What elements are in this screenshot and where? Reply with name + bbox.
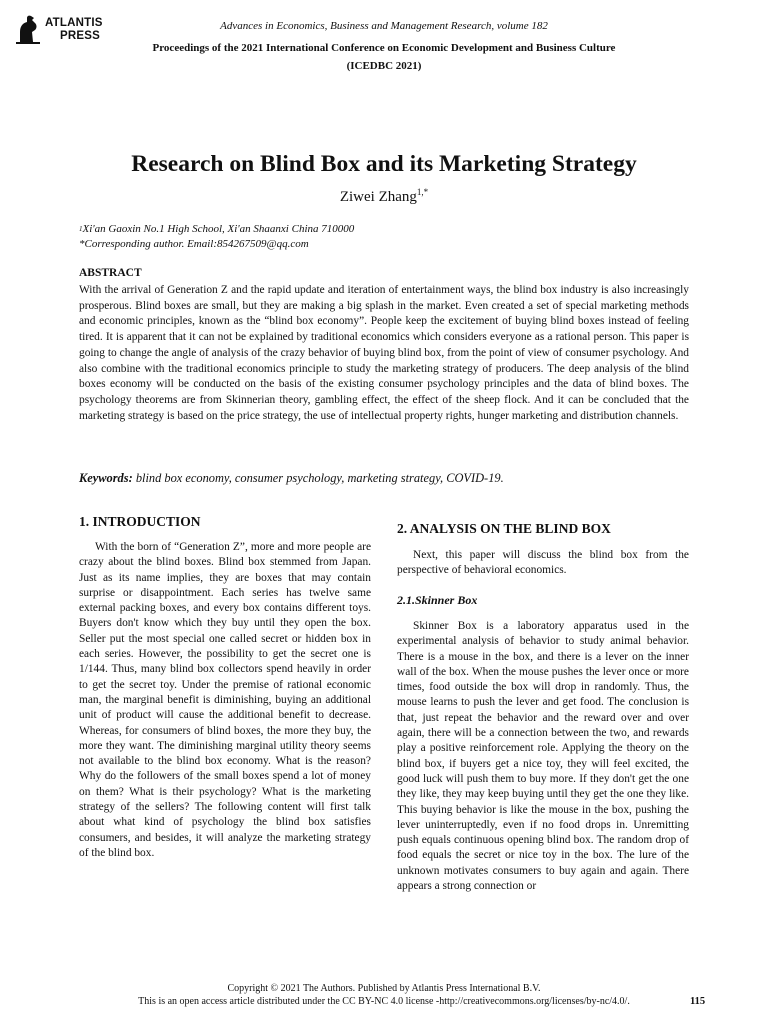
footer-license: This is an open access article distributed under the CC BY-NC 4.0 license -http://creativecommons.org/licenses/by-nc/4.0/.: [138, 996, 630, 1007]
author-marks: 1,*: [416, 187, 429, 197]
author-name: Ziwei Zhang: [339, 189, 417, 205]
atlantis-press-logo-icon: [14, 14, 42, 44]
logo-line-2: PRESS: [60, 30, 100, 42]
section-1-heading: 1. INTRODUCTION: [79, 514, 201, 529]
keywords-line: [79, 471, 689, 486]
page-number: 115: [690, 996, 706, 1007]
section-2-text: Next, this paper will discuss the blind box from the perspective of behavioral economics.: [397, 549, 689, 577]
corresponding-author: *Corresponding author. Email:854267509@qq.com: [79, 238, 309, 250]
section-2-1-text: Skinner Box is a laboratory apparatus used in the experimental analysis of behavior to study animal behavior. There is a mouse in the box, and there is a lever on the inner wall of the box. When the mouse pushes the lever once or more times, food outside the box will drop in randomly. Thus, the mouse learns to push the lever and get food. The conclusion is that, just repeat the behavior and the reward over and over again, there will be a connection between the two, and rewards play a positive reinforcement role. Applying the theory on the blind box, if buyers get a nice toy, they will feel excited, the good luck will push them to buy more. If they don't get the one they like, they may keep buying until they get the one they like. This buying behavior is like the mouse in the box, pushing the lever uninterruptedly, even if no food drops in. Unremitting push equals continuous opening blind box. The random drop of food equals the secret or nice toy in the box. The lure of the unknown motivates consumers to buy again and again. There appears a strong connection or: [397, 620, 689, 893]
affiliation-1-text: Xi'an Gaoxin No.1 High School, Xi'an Shaanxi China 710000: [82, 223, 355, 235]
affiliation-1: [79, 222, 689, 237]
keywords-label: Keywords:: [79, 471, 133, 485]
abstract-text: With the arrival of Generation Z and the rapid update and iteration of entertainment ways, the blind box industry is also increasingly prosperous. Blind boxes are small, but they are making a big splash in the market. Even created a set of special marketing methods and economic principles, known as the “blind box economy”. People keep the excitement of buying blind boxes instead of feeling tired. It is apparent that it can not be explained by traditional economics which considers everyone as a rational person. This paper is going to change the angle of analysis of the crazy behavior of buying blind box, from the point of view of consumer psychology. And also combine with the traditional economics principle to study the marketing strategy of producers. The deep analysis of the blind boxes economy will be conducted on the basis of the existing consumer psychology principles and the data of blind boxes. The psychology theorems are from Skinnerian theory, gambling effect, the effect of the sheep flock. And it can be concluded that the marketing strategy is based on the price strategy, the use of intellectual property rights, hunger marketing and distribution channels.: [79, 284, 689, 422]
keywords-text: blind box economy, consumer psychology, marketing strategy, COVID-19.: [135, 471, 504, 485]
paper-title: Research on Blind Box and its Marketing Strategy: [131, 151, 637, 177]
abstract-heading: ABSTRACT: [79, 267, 142, 279]
section-2-heading: 2. ANALYSIS ON THE BLIND BOX: [397, 521, 611, 536]
journal-header: Advances in Economics, Business and Management Research, volume 182: [220, 20, 548, 32]
proceedings-header: Proceedings of the 2021 International Conference on Economic Development and Business Culture (ICEDBC 2021): [152, 42, 616, 72]
affiliation-mark: 1: [79, 225, 83, 233]
publisher-logo: [14, 14, 124, 48]
logo-line-1: ATLANTIS: [45, 17, 103, 29]
section-2-1-heading: 2.1.Skinner Box: [397, 593, 478, 607]
footer-copyright: Copyright © 2021 The Authors. Published by Atlantis Press International B.V.: [227, 983, 541, 994]
author-line: [0, 189, 768, 206]
section-1-text: With the born of “Generation Z”, more and more people are crazy about the blind boxes. Blind box stemmed from Japan. Just as its name implies, they are boxes that may contain surprise or disappointment. Each series has twelve same external packing boxes, and every box contains different toys. Buyers don't know which they buy until they open the box. Seller put the most special one called secret or hidden box in each series. However, the possibility to get the secret one is 1/144. Thus, many blind box collectors spend heavily in order to get the secret toy. Under the premise of rational economic man, the marginal benefit is diminishing, buying an additional unit of product will cause the additional benefit to decrease. Whereas, for consumers of blind boxes, the more they buy, the more they want. The diminishing marginal utility theory seems not available to the blind box economy. What is the reason? Why do the followers of the small boxes spend a lot of money on them? What is their psychology? What is the marketing strategy of the sellers? The following content will first talk about what kind of psychology the blind box satisfies consumers, and besides, it will analyze the marketing strategy of the blind box.: [79, 541, 371, 859]
